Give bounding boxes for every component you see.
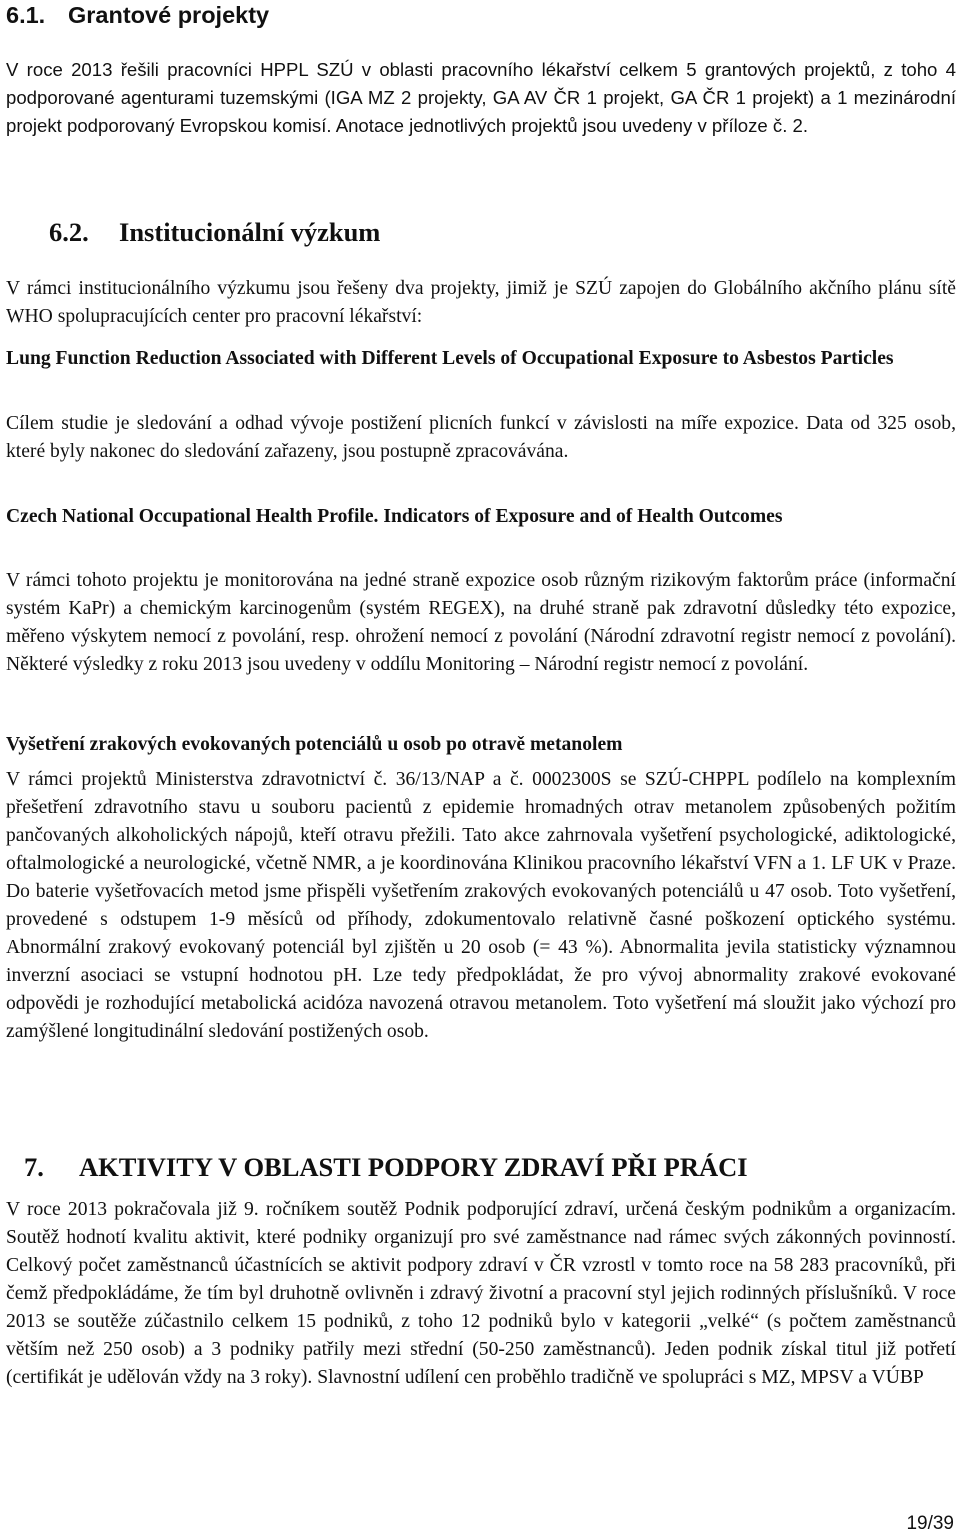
project-1-text: Cílem studie je sledování a odhad vývoje postižení plicních funkcí v závislosti na míře expozice. Data od 325 osob, které byly nakonec do sledování zařazeny, jsou postupně zpracovávána. <box>6 413 956 462</box>
section-title: Institucionální výzkum <box>119 217 381 247</box>
project-2-text: V rámci tohoto projektu je monitorována na jedné straně expozice osob různým rizikovým faktorům práce (informační systém KaPr) a chemickým karcinogenům (systém REGEX), na druhé straně pak zdravotní důsledky této expozice, měřeno výskytem nemocí z povolání, resp. ohrožení nemocí z povolání (Národní zdravotní registr nemocí z povolání). Některé výsledky z roku 2013 jsou uvedeny v oddílu Monitoring – Národní registr nemocí z povolání. <box>6 570 956 675</box>
section-number: 6.2. <box>49 217 89 247</box>
project-1-title: Lung Function Reduction Associated with Different Levels of Occupational Exposure to Asbestos Particles <box>6 348 894 369</box>
institutional-research-intro: V rámci institucionálního výzkumu jsou řešeny dva projekty, jimiž je SZÚ zapojen do Globálního akčního plánu sítě WHO spolupracujících center pro pracovní lékařství: <box>6 278 956 327</box>
grant-projects-paragraph: V roce 2013 řešili pracovníci HPPL SZÚ v oblasti pracovního lékařství celkem 5 grantových projektů, z toho 4 podporované agenturami tuzemskými (IGA MZ 2 projekty, GA AV ČR 1 projekt, GA ČR 1 projekt) a 1 mezinárodní projekt podporovaný Evropskou komisí. Anotace jednotlivých projektů jsou uvedeny v příloze č. 2. <box>6 59 956 136</box>
health-promotion-paragraph: V roce 2013 pokračovala již 9. ročníkem soutěž Podnik podporující zdraví, určená českým podnikům a organizacím. Soutěž hodnotí kvalitu aktivit, které podniky organizují pro své zaměstnance nad rámec svých zákonných povinností. Celkový počet zaměstnanců účastnících se aktivit podpory zdraví v ČR vzrostl v tomto roce na 58 283 pracovníků, při čemž předpokládáme, že tím byl druhotně ovlivněn i zdravý životní a pracovní styl jejich rodinných příslušníků. V roce 2013 se soutěže zúčastnilo celkem 15 podniků, z toho 12 podniků bylo v kategorii „velké“ (s počtem zaměstnanců větším než 250 osob) a 3 podniky patřily mezi střední (50-250 zaměstnanců). Jeden podnik získal titul již potřetí (certifikát je udělován vždy na 3 roky). Slavnostní udílení cen proběhlo tradičně ve spolupráci s MZ, MPSV a VÚBP <box>6 1199 956 1388</box>
project-2-title: Czech National Occupational Health Profile. Indicators of Exposure and of Health Outcomes <box>6 506 783 527</box>
section-title: Grantové projekty <box>68 2 270 28</box>
section-6-1-heading <box>6 0 269 30</box>
section-number: 7. <box>24 1152 44 1182</box>
section-7-heading <box>24 1150 748 1184</box>
project-3-title: Vyšetření zrakových evokovaných potenciálů u osob po otravě metanolem <box>6 734 623 755</box>
section-6-2-heading <box>49 216 380 248</box>
section-number: 6.1. <box>6 2 46 28</box>
section-title: AKTIVITY V OBLASTI PODPORY ZDRAVÍ PŘI PRÁCI <box>79 1152 748 1182</box>
page-number: 19/39 <box>906 1513 954 1534</box>
project-3-text: V rámci projektů Ministerstva zdravotnictví č. 36/13/NAP a č. 0002300S se SZÚ-CHPPL podílelo na komplexním přešetření zdravotního stavu u souboru pacientů z epidemie hromadných otrav metanolem způsobených požitím pančovaných alkoholických nápojů, kteří otravu přežili. Tato akce zahrnovala vyšetření psychologické, adiktologické, oftalmologické a neurologické, včetně NMR, a je koordinována Klinikou pracovního lékařství VFN a 1. LF UK v Praze. Do baterie vyšetřovacích metod jsme přispěli vyšetřením zrakových evokovaných potenciálů u 47 osob. Toto vyšetření, provedené s odstupem 1-9 měsíců od příhody, zdokumentovalo relativně časné poškození optického systému. Abnormální zrakový evokovaný potenciál byl zjištěn u 20 osob (= 43 %). Abnormalita jevila statisticky významnou inverzní asociaci se vstupní hodnotou pH. Lze tedy předpokládat, že pro vývoj abnormality zrakové evokované odpovědi je rozhodující metabolická acidóza navozená otravou metanolem. Toto vyšetření má sloužit jako výchozí pro zamýšlené longitudinální sledování postižených osob. <box>6 769 956 1042</box>
